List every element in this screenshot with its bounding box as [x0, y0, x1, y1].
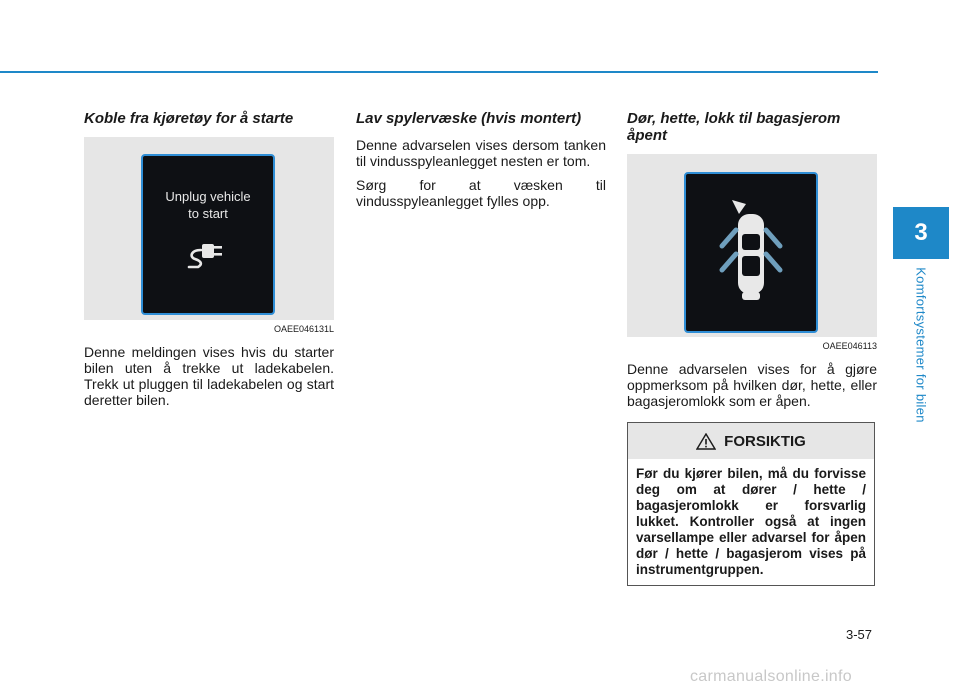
- body-door-open: Denne advarselen vises for å gjøre oppmerksom på hvilken dør, hette, eller bagasjeromlokk som er åpen.: [627, 361, 877, 409]
- chapter-tab: [893, 207, 949, 259]
- cluster-screen-doors: [684, 172, 818, 333]
- heading-unplug: Koble fra kjøretøy for å starte: [84, 110, 294, 127]
- warning-triangle-icon: [696, 433, 716, 450]
- watermark: carmanualsonline.info: [690, 668, 852, 685]
- figure-code-door-open: OAEE046113: [822, 341, 877, 351]
- heading-washer: Lav spylervæske (hvis montert): [356, 110, 582, 127]
- caution-title: FORSIKTIG: [724, 432, 806, 450]
- chapter-number: 3: [914, 219, 928, 246]
- column-door-open: [627, 110, 877, 417]
- page-number: 3-57: [846, 627, 873, 642]
- figure-unplug: [84, 137, 334, 320]
- screen-message-line1: Unplug vehicle: [165, 189, 251, 204]
- caution-box: [627, 422, 875, 586]
- body-washer-1: Denne advarselen vises dersom tanken til vindusspyleanlegget nesten er tom.: [356, 137, 606, 169]
- chapter-title-text: Komfortsystemer for bilen: [913, 267, 929, 423]
- cluster-screen: [141, 154, 275, 315]
- column-unplug: [84, 110, 334, 416]
- screen-message: [143, 188, 273, 222]
- body-unplug: Denne meldingen vises hvis du starter bilen uten å trekke ut ladekabelen. Trekk ut pluggen til ladekabelen og start deretter bilen.: [84, 344, 334, 408]
- figure-door-open: [627, 154, 877, 337]
- screen-message-line2: to start: [188, 206, 228, 221]
- heading-door-open: Dør, hette, lokk til bagasjerom åpent: [627, 110, 841, 144]
- figure-code-unplug: OAEE046131L: [273, 324, 334, 334]
- plug-icon: [183, 238, 235, 278]
- car-doors-open-icon: [706, 194, 796, 309]
- column-washer: [356, 110, 606, 217]
- caution-body: Før du kjører bilen, må du forvisse deg om at dører / hette / bagasjeromlokk er forsvarlig lukket. Kontroller også at ingen varsellampe eller advarsel for åpen dør / hette / bagasjerom vises på instrumentgruppen.: [636, 466, 866, 577]
- caution-header: [628, 423, 874, 459]
- body-washer-2: Sørg for at væsken til vindusspyleanlegget fylles opp.: [356, 177, 606, 209]
- top-rule: [0, 71, 878, 73]
